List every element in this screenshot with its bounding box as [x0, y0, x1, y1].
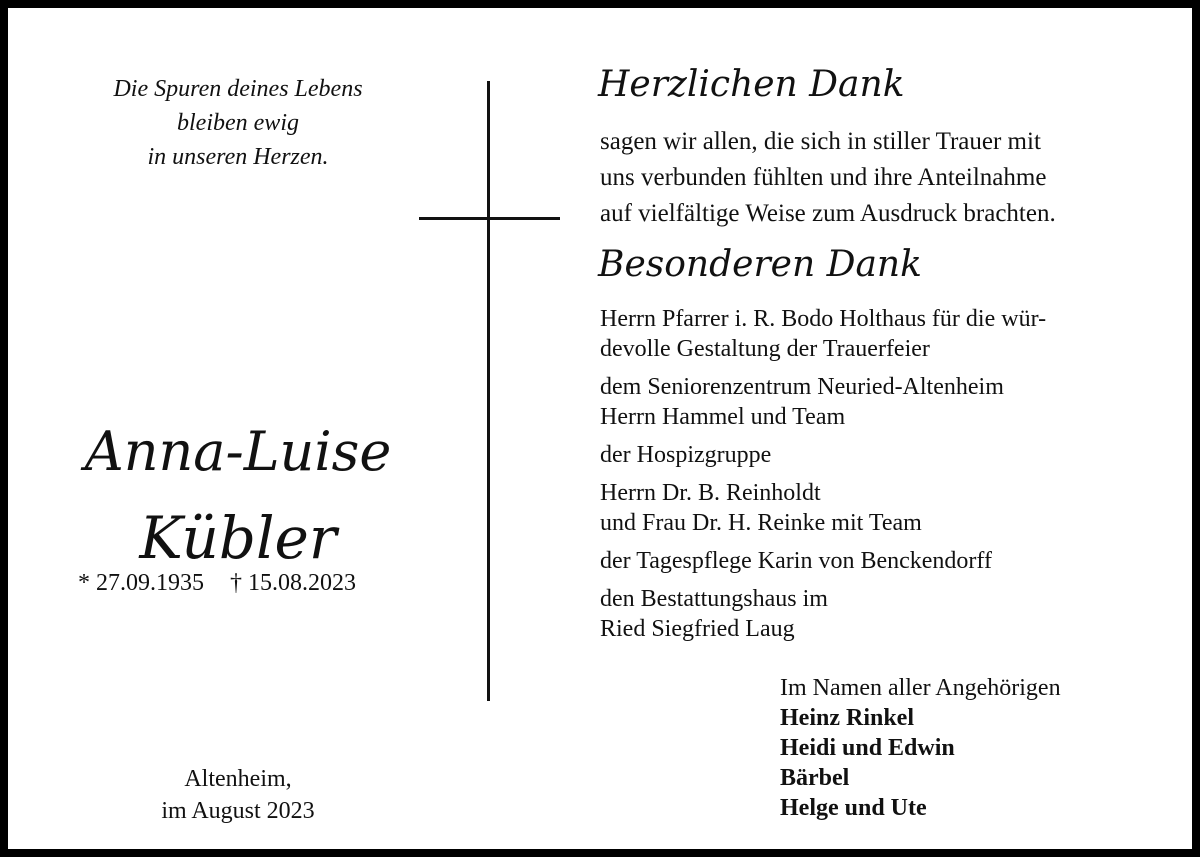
thanks-entry-hospice: [600, 440, 1046, 470]
entry-line: Herrn Hammel und Team: [600, 404, 846, 430]
signature-name: Heinz Rinkel: [780, 705, 915, 731]
thanks-entry-day-care: [600, 546, 1046, 576]
verse-line: in unseren Herzen.: [147, 144, 329, 170]
signature-block: [780, 673, 1061, 823]
entry-line: der Hospizgruppe: [600, 442, 772, 468]
verse-line: Die Spuren deines Lebens: [113, 76, 363, 102]
signature-name: Bärbel: [780, 765, 850, 791]
signature-intro: Im Namen aller Angehörigen: [780, 675, 1061, 701]
verse-line: bleiben ewig: [177, 110, 299, 136]
thanks-line: auf vielfältige Weise zum Ausdruck brachten.: [600, 200, 1056, 227]
special-thanks-list: [600, 304, 1046, 652]
cross-icon-horizontal-bar: [419, 217, 560, 220]
thanks-entry-doctors: [600, 478, 1046, 538]
special-thanks-heading: Besonderen Dank: [598, 244, 922, 285]
entry-line: den Bestattungshaus im: [600, 586, 828, 612]
place-and-date: [68, 763, 408, 827]
deceased-first-name: Anna-Luise: [84, 420, 392, 483]
thanks-entry-funeral-home: [600, 584, 1046, 644]
thanks-line: uns verbunden fühlten und ihre Anteilnahme: [600, 164, 1047, 191]
thanks-entry-senior-center: [600, 372, 1046, 432]
entry-line: Herrn Pfarrer i. R. Bodo Holthaus für die wür-: [600, 306, 1047, 332]
memorial-verse: [68, 72, 408, 174]
cross-icon-vertical-bar: [487, 81, 490, 701]
signature-name: Helge und Ute: [780, 795, 927, 821]
deceased-last-name: Kübler: [139, 504, 337, 572]
birth-date: * 27.09.1935: [78, 570, 204, 596]
signature-name: Heidi und Edwin: [780, 735, 955, 761]
entry-line: dem Seniorenzentrum Neuried-Altenheim: [600, 374, 1004, 400]
date-line: im August 2023: [161, 798, 315, 824]
entry-line: devolle Gestaltung der Trauerfeier: [600, 336, 930, 362]
entry-line: der Tagespflege Karin von Benckendorff: [600, 548, 992, 574]
entry-line: Herrn Dr. B. Reinholdt: [600, 480, 821, 506]
thanks-heading: Herzlichen Dank: [598, 64, 905, 105]
life-dates: [78, 570, 418, 597]
death-date: † 15.08.2023: [230, 570, 356, 596]
entry-line: Ried Siegfried Laug: [600, 616, 795, 642]
thanks-entry-pastor: [600, 304, 1046, 364]
thanks-line: sagen wir allen, die sich in stiller Trauer mit: [600, 128, 1041, 155]
place-line: Altenheim,: [184, 766, 292, 792]
entry-line: und Frau Dr. H. Reinke mit Team: [600, 510, 922, 536]
thanks-text: [600, 124, 1056, 232]
